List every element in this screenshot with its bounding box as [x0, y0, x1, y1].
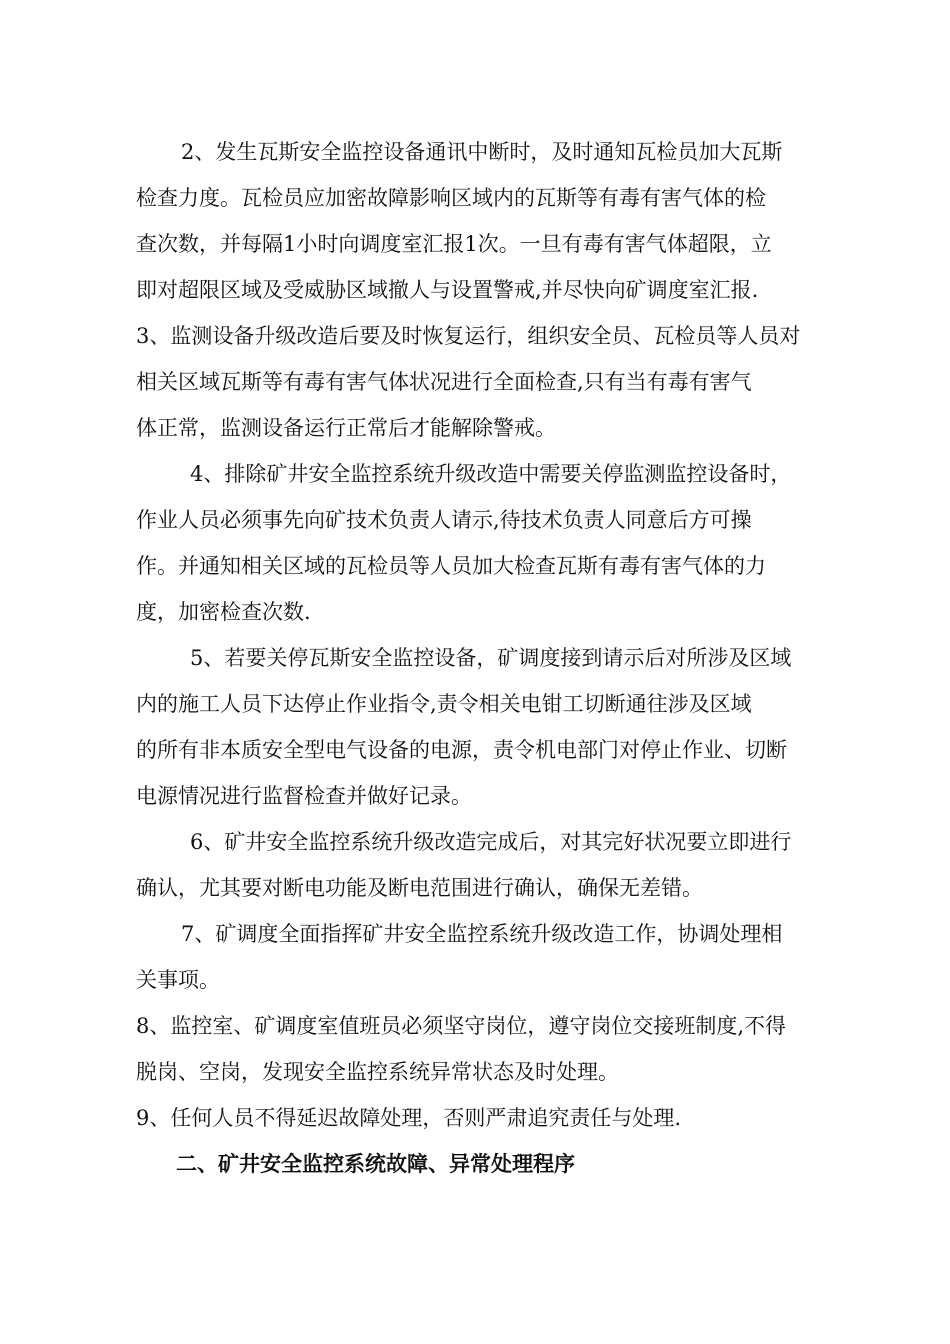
paragraph-5-line-4: 电源情况进行监督检查并做好记录。 [136, 784, 472, 808]
paragraph-6-line-1: 6、矿井安全监控系统升级改造完成后，对其完好状况要立即进行 [190, 830, 792, 854]
paragraph-4-line-2: 作业人员必须事先向矿技术负责人请示,待技术负责人同意后方可操 [136, 508, 752, 532]
paragraph-3-line-3: 体正常，监测设备运行正常后才能解除警戒。 [136, 416, 556, 440]
paragraph-2-line-2: 检查力度。瓦检员应加密故障影响区域内的瓦斯等有毒有害气体的检 [136, 186, 766, 210]
paragraph-5-line-1: 5、若要关停瓦斯安全监控设备，矿调度接到请示后对所涉及区域 [190, 646, 792, 670]
paragraph-5-line-3: 的所有非本质安全型电气设备的电源，责令机电部门对停止作业、切断 [136, 738, 787, 762]
paragraph-3-line-2: 相关区域瓦斯等有毒有害气体状况进行全面检查,只有当有毒有害气 [136, 370, 752, 394]
paragraph-3-line-1: 3、监测设备升级改造后要及时恢复运行，组织安全员、瓦检员等人员对 [136, 324, 801, 348]
paragraph-2-line-1: 2、发生瓦斯安全监控设备通讯中断时，及时通知瓦检员加大瓦斯 [181, 140, 783, 164]
paragraph-5-line-2: 内的施工人员下达停止作业指令,责令相关电钳工切断通往涉及区域 [136, 692, 752, 716]
paragraph-8-line-1: 8、监控室、矿调度室值班员必须坚守岗位，遵守岗位交接班制度,不得 [136, 1014, 787, 1038]
paragraph-4-line-3: 作。并通知相关区域的瓦检员等人员加大检查瓦斯有毒有害气体的力 [136, 554, 766, 578]
paragraph-2-line-3: 查次数，并每隔1小时向调度室汇报1次。一旦有毒有害气体超限，立 [136, 232, 772, 256]
paragraph-2-line-4: 即对超限区域及受威胁区域撤人与设置警戒,并尽快向矿调度室汇报. [136, 278, 759, 302]
paragraph-7-line-2: 关事项。 [136, 968, 220, 992]
paragraph-4-line-4: 度，加密检查次数. [136, 600, 311, 624]
paragraph-7-line-1: 7、矿调度全面指挥矿井安全监控系统升级改造工作，协调处理相 [181, 922, 783, 946]
paragraph-4-line-1: 4、排除矿井安全监控系统升级改造中需要关停监测监控设备时， [190, 462, 792, 486]
paragraph-8-line-2: 脱岗、空岗，发现安全监控系统异常状态及时处理。 [136, 1060, 619, 1084]
paragraph-9-line-1: 9、任何人员不得延迟故障处理，否则严肃追究责任与处理. [136, 1106, 682, 1130]
section-heading: 二、矿井安全监控系统故障、异常处理程序 [176, 1152, 575, 1176]
paragraph-6-line-2: 确认，尤其要对断电功能及断电范围进行确认，确保无差错。 [136, 876, 703, 900]
